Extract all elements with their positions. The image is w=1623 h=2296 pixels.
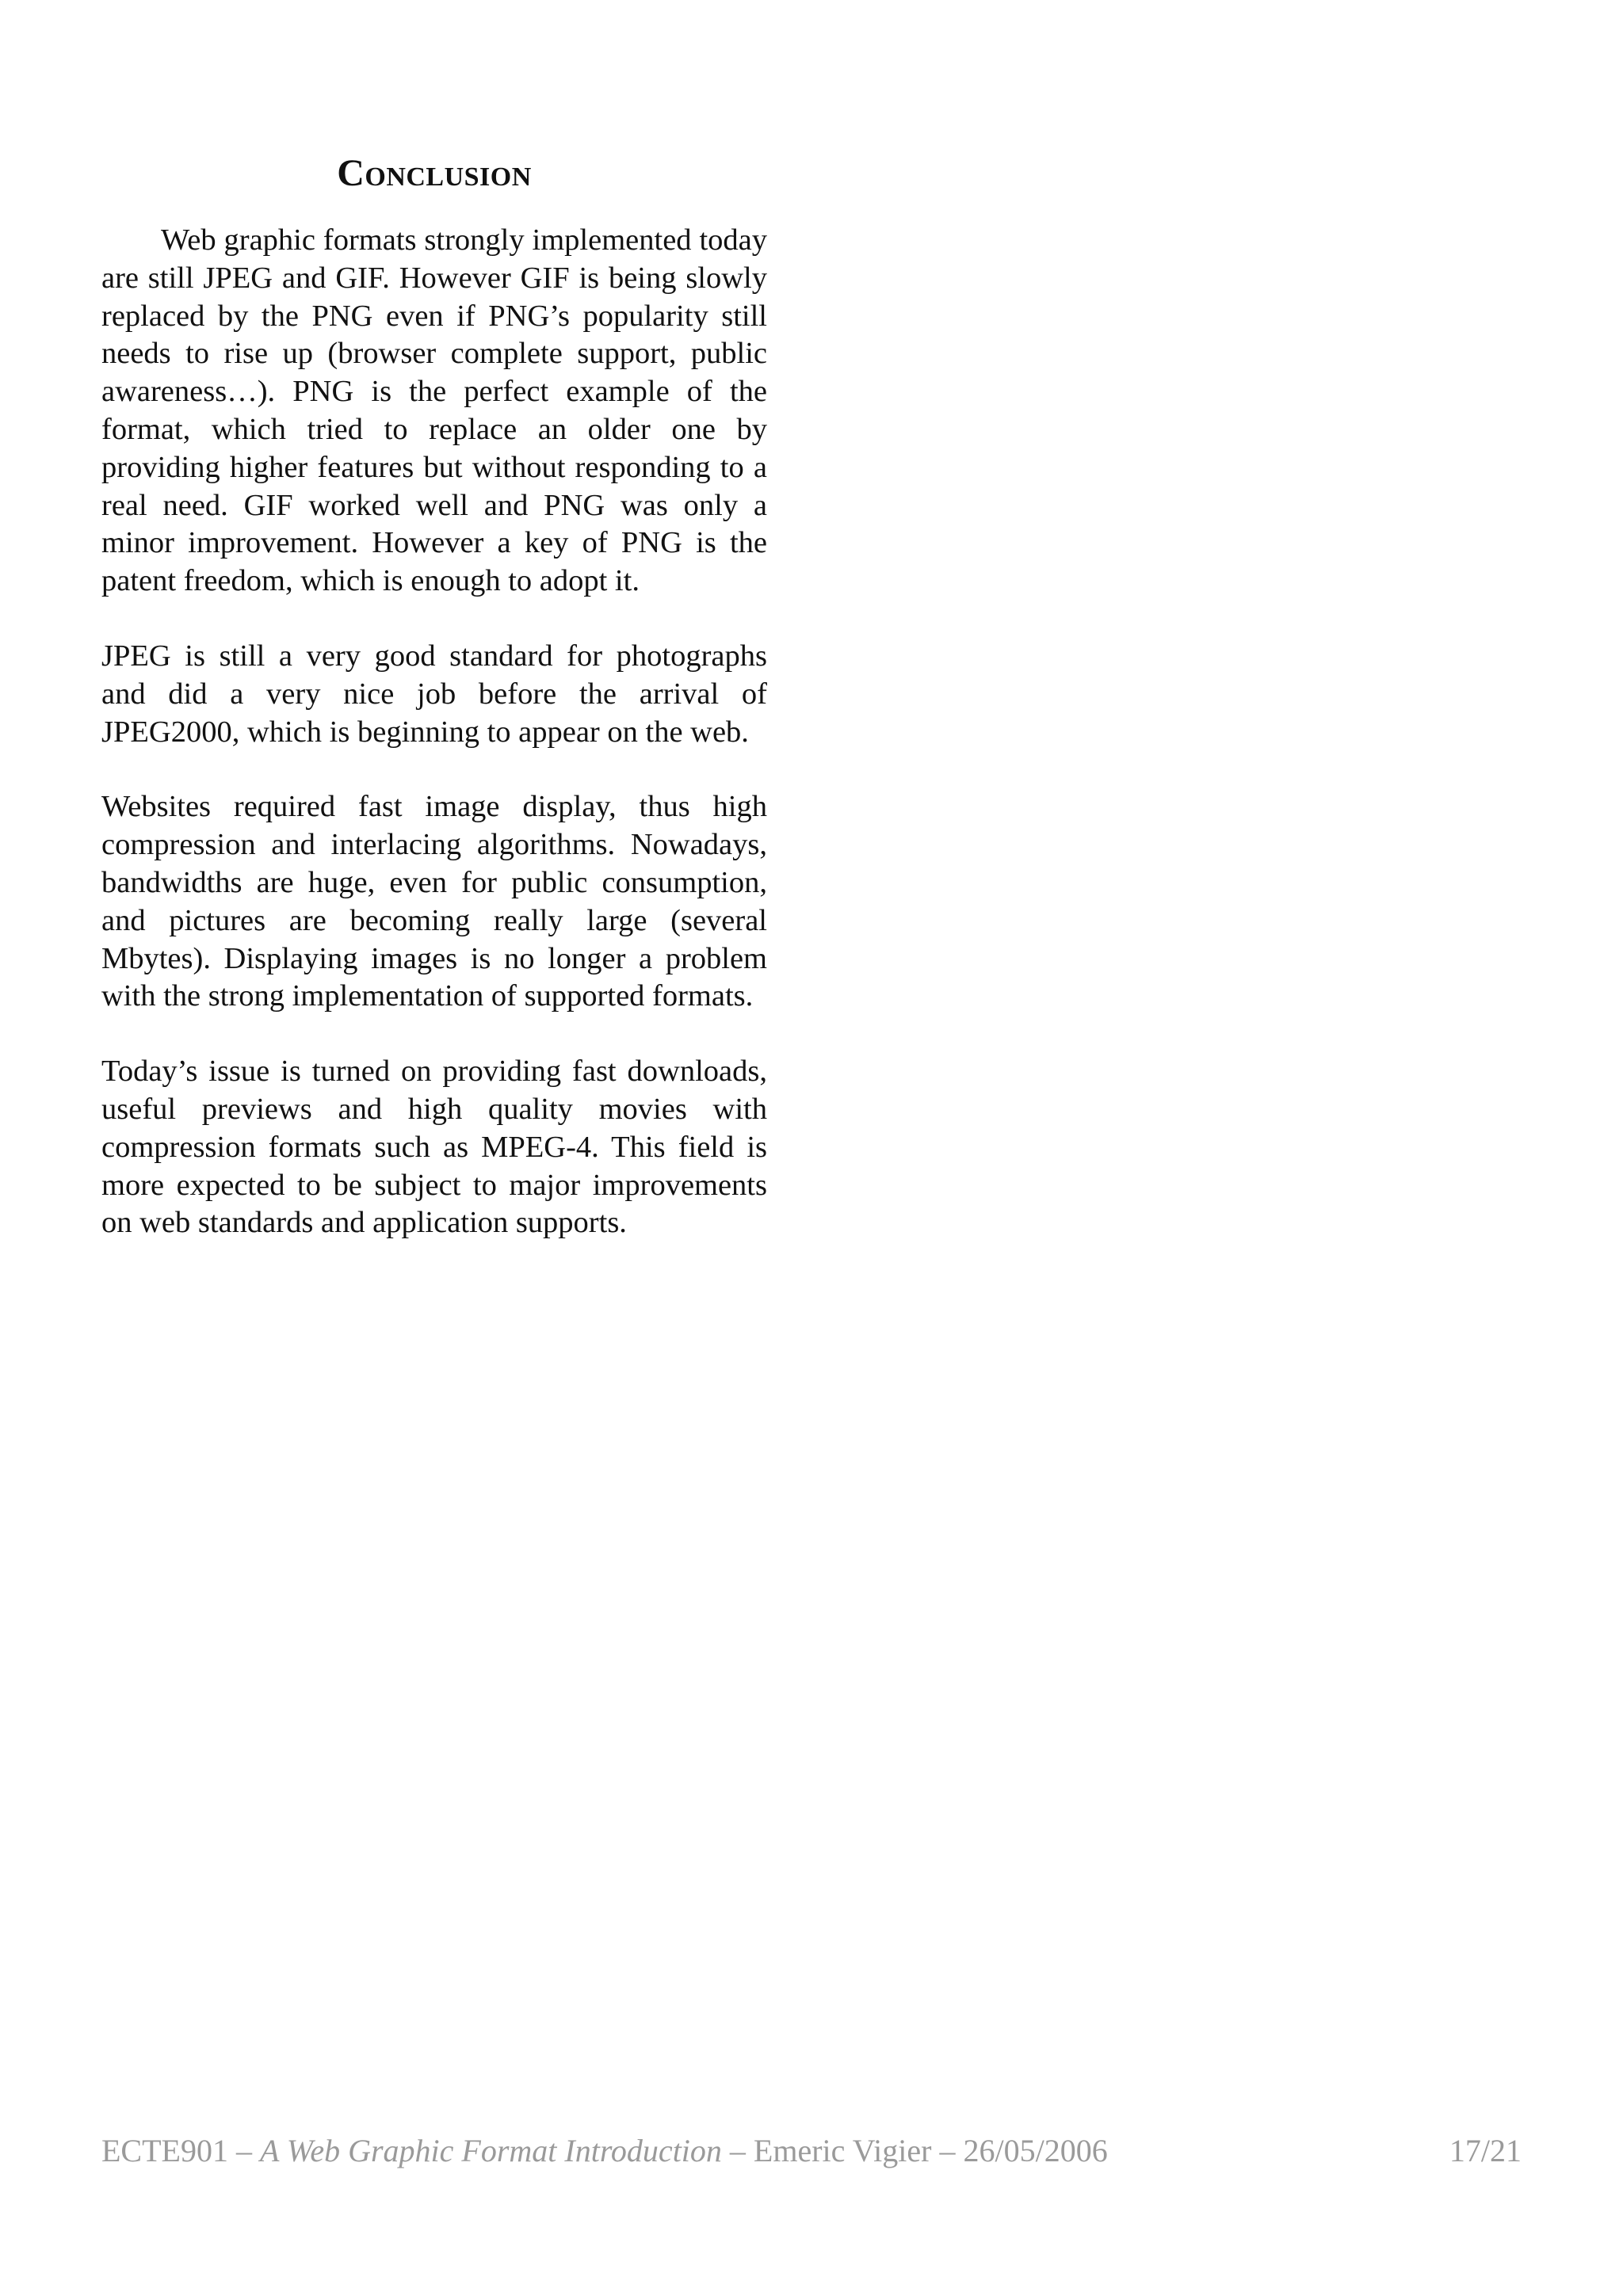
section-heading: Conclusion — [337, 152, 532, 194]
footer-doc-title: A Web Graphic Format Introduction — [259, 2133, 722, 2168]
text-column — [101, 149, 767, 1280]
footer-separator: – — [721, 2133, 754, 2168]
footer-separator: – — [931, 2133, 964, 2168]
page-number: 17/21 — [1449, 2133, 1522, 2168]
footer-date: 26/05/2006 — [963, 2133, 1108, 2168]
paragraph-1: Web graphic formats strongly implemented today are still JPEG and GIF. However GIF is being slowly replaced by the PNG even if PNG’s popularity still needs to rise up (browser complete support, public awareness…). PNG is the perfect example of the format, which tried to replace an older one by providing higher features but without responding to a real need. GIF worked well and PNG was only a minor improvement. However a key of PNG is the patent freedom, which is enough to adopt it. — [101, 223, 767, 598]
footer-course: ECTE901 — [101, 2133, 228, 2168]
footer-info — [101, 2131, 1108, 2171]
paragraph-2: JPEG is still a very good standard for photographs and did a very nice job before the arrival of JPEG2000, which is beginning to appear on the web. — [101, 639, 767, 749]
footer-author: Emeric Vigier — [753, 2133, 932, 2168]
paragraph-4: Today’s issue is turned on providing fast downloads, useful previews and high quality movies with compression formats such as MPEG-4. This field is more expected to be subject to major improvements on web standards and application supports. — [101, 1055, 767, 1240]
footer-separator: – — [227, 2133, 260, 2168]
paragraph-3: Websites required fast image display, thus high compression and interlacing algorithms. Nowadays, bandwidths are huge, even for public consumption, and pictures are becoming really large (several Mbytes). Displaying images is no longer a problem with the strong implementation of supported formats. — [101, 790, 767, 1013]
